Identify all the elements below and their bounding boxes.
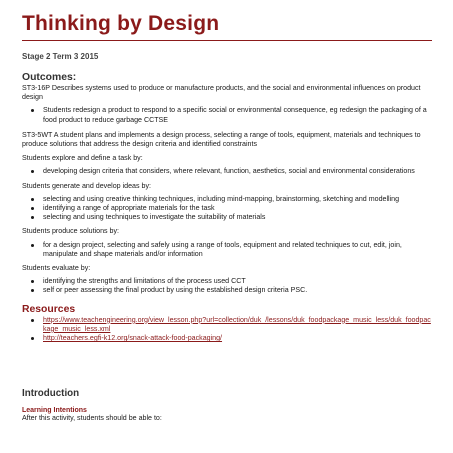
list-item: Students redesign a product to respond to a specific social or environmental consequence, eg redesign the packaging of a food product to reduce garbage CCTSE: [22, 106, 432, 124]
main-content: [22, 72, 432, 343]
learning-intentions-label: Learning Intentions: [22, 407, 87, 414]
outcome-st3-16p: ST3-16P Describes systems used to produce or manufacture products, and the social and environmental influences on product design: [22, 84, 421, 102]
outcome-st3-5wt: ST3-5WT A student plans and implements a design process, selecting a range of tools, equipment, materials and techniques to produce solutions that address the design criteria and identified constraints: [22, 130, 421, 149]
list-item: developing design criteria that considers, where relevant, function, aesthetics, social and environmental considerations: [22, 167, 432, 176]
document-title: Thinking by Design: [22, 12, 220, 35]
title-divider: [22, 40, 432, 41]
group-intro: Students produce solutions by:: [22, 227, 120, 236]
group-intro: Students explore and define a task by:: [22, 154, 143, 163]
list-item: [22, 316, 432, 334]
document-subtitle: Stage 2 Term 3 2015: [22, 52, 99, 61]
group-intro: Students generate and develop ideas by:: [22, 181, 151, 190]
introduction-heading: Introduction: [22, 388, 80, 399]
list-item: for a design project, selecting and safely using a range of tools, equipment and related techniques to cut, edit, join, manipulate and shape materials and/or information: [22, 241, 432, 259]
learning-intentions-text: After this activity, students should be able to:: [22, 414, 162, 422]
list-item: selecting and using creative thinking techniques, including mind-mapping, brainstorming, sketching and modelling: [22, 195, 432, 204]
resource-link-egfi[interactable]: http://teachers.egfi-k12.org/snack-attack-food-packaging/: [43, 334, 223, 343]
outcomes-heading: Outcomes:: [22, 72, 77, 83]
list-item: identifying the strengths and limitations of the process used CCT: [22, 277, 432, 286]
group-intro: Students evaluate by:: [22, 264, 91, 273]
list-item: identifying a range of appropriate materials for the task: [22, 204, 432, 213]
evaluate-bullet-list: [22, 277, 432, 295]
generate-bullet-list: [22, 195, 432, 223]
explore-bullet-list: [22, 167, 432, 176]
resources-link-list: [22, 316, 432, 344]
produce-bullet-list: [22, 241, 432, 259]
introduction-section: [22, 388, 432, 423]
list-item: selecting and using techniques to investigate the suitability of materials: [22, 213, 432, 222]
list-item: self or peer assessing the final product by using the established design criteria PSC.: [22, 286, 432, 295]
st3-16p-bullet-list: [22, 106, 432, 124]
list-item: [22, 334, 432, 343]
resources-heading: Resources: [22, 303, 76, 315]
resource-link-teachengineering[interactable]: https://www.teachengineering.org/view_lesson.php?url=collection/duk_/lessons/duk_foodpackage_music_less/duk_foodpackage_music_less.xml: [43, 315, 431, 333]
